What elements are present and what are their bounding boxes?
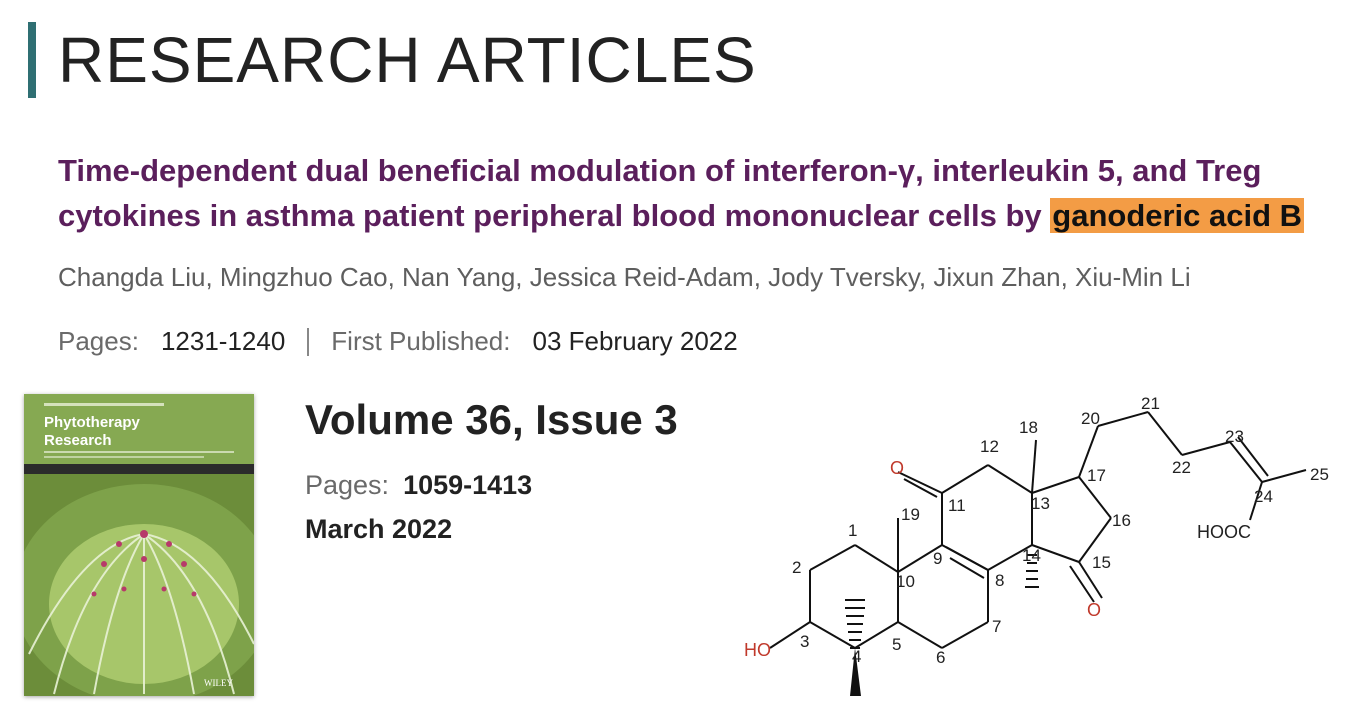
atom-label-16: 16	[1112, 511, 1131, 530]
author-separator: ,	[1060, 262, 1076, 292]
atom-label-24: 24	[1254, 487, 1273, 506]
pages-label: Pages:	[58, 326, 139, 356]
author-link[interactable]: Jessica Reid-Adam	[529, 262, 754, 292]
author-link[interactable]: Changda Liu	[58, 262, 206, 292]
carboxyl-group-label: HOOC	[1197, 522, 1251, 542]
atom-label-25: 25	[1310, 465, 1329, 484]
pages-value: 1231-1240	[160, 326, 286, 356]
atom-label-23: 23	[1225, 427, 1244, 446]
issue-pages-label: Pages:	[305, 470, 390, 500]
search-highlight[interactable]: ganoderic acid B	[1052, 198, 1303, 233]
atom-label-19: 19	[901, 505, 920, 524]
author-separator: ,	[387, 262, 403, 292]
cover-journal-name: Phytotherapy Research	[44, 414, 140, 449]
author-link[interactable]: Xiu-Min Li	[1075, 262, 1191, 292]
article-title-text[interactable]: Time-dependent dual beneficial modulation of interferon-γ, interleukin 5, and Treg cytokines in asthma patient peripheral blood mononuclear cells by	[58, 153, 1262, 233]
atom-label-7: 7	[992, 617, 1002, 636]
author-list	[58, 262, 1191, 293]
article-meta	[58, 326, 738, 357]
author-link[interactable]: Mingzhuo Cao	[219, 262, 388, 292]
ketone-oxygen-11-label: O	[890, 458, 905, 478]
atom-label-6: 6	[936, 648, 946, 667]
author-link[interactable]: Nan Yang	[402, 262, 516, 292]
atom-label-2: 2	[792, 558, 802, 577]
atom-label-15: 15	[1092, 553, 1111, 572]
author-link[interactable]: Jixun Zhan	[933, 262, 1061, 292]
first-published-value: 03 February 2022	[532, 326, 738, 356]
article-title-link[interactable]	[58, 148, 1358, 238]
issue-date: March 2022	[305, 514, 453, 544]
ketone-oxygen-15-label: O	[1087, 600, 1102, 620]
atom-label-8: 8	[995, 571, 1005, 590]
journal-cover-image[interactable]	[24, 394, 254, 696]
atom-label-9: 9	[933, 549, 943, 568]
author-separator: ,	[515, 262, 530, 292]
cover-publisher-logo: WILEY	[204, 678, 233, 688]
atom-label-21: 21	[1141, 394, 1160, 413]
atom-label-14: 14	[1022, 546, 1041, 565]
section-title: RESEARCH ARTICLES	[58, 24, 757, 96]
author-separator: ,	[205, 262, 220, 292]
atom-label-3: 3	[800, 632, 810, 651]
author-link[interactable]: Jody Tversky	[768, 262, 919, 292]
author-separator: ,	[753, 262, 769, 292]
atom-label-22: 22	[1172, 458, 1191, 477]
issue-title-link[interactable]: Volume 36, Issue 3	[305, 396, 678, 443]
atom-label-12: 12	[980, 437, 999, 456]
atom-label-18: 18	[1019, 418, 1038, 437]
atom-label-4: 4	[852, 647, 862, 666]
first-published-label: First Published:	[331, 326, 511, 356]
chemical-structure-image	[730, 390, 1360, 715]
issue-pages-value: 1059-1413	[403, 470, 533, 500]
author-separator: ,	[918, 262, 934, 292]
atom-label-17: 17	[1087, 466, 1106, 485]
section-accent-bar	[28, 22, 36, 98]
atom-label-11: 11	[948, 496, 966, 515]
atom-label-10: 10	[896, 572, 915, 591]
atom-label-5: 5	[892, 635, 902, 654]
atom-label-13: 13	[1031, 494, 1050, 513]
hydroxyl-group-label: HO	[744, 640, 771, 660]
meta-divider	[307, 328, 309, 356]
issue-pages	[305, 470, 532, 501]
atom-label-20: 20	[1081, 409, 1100, 428]
atom-label-1: 1	[848, 521, 858, 540]
